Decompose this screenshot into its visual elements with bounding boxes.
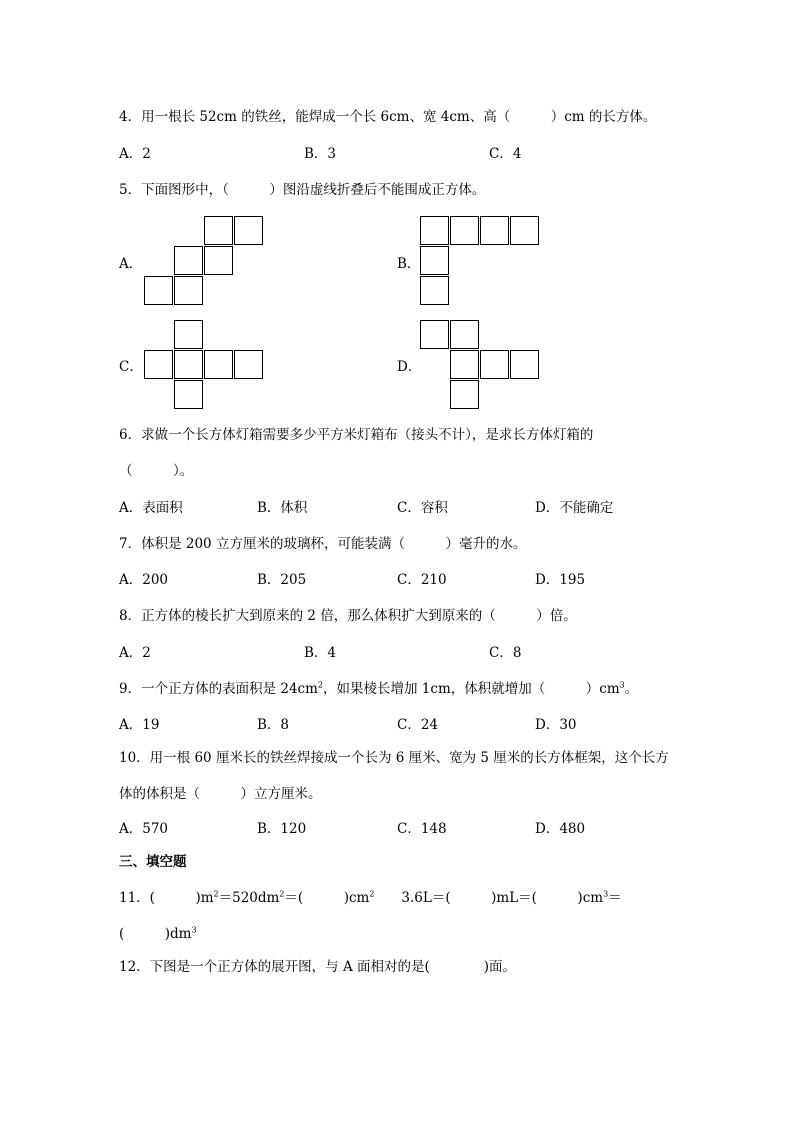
q9-option-b[interactable]: B．8 [257,717,290,733]
q11-part3: ＝( )cm [284,890,370,906]
q4-option-b[interactable]: B．3 [304,146,337,162]
q7-option-a[interactable]: A．200 [119,572,169,588]
q11-sup1: 2 [213,889,219,899]
q10-option-b[interactable]: B．120 [257,821,307,837]
q5-label-d[interactable]: D． [397,359,422,375]
q11-part1: 11．( )m [119,890,214,906]
q9-stem-part3: 。 [624,681,639,697]
q8-stem: 8．正方体的棱长扩大到原来的 2 倍，那么体积扩大到原来的（ ）倍。 [119,608,577,624]
q9-option-c[interactable]: C．24 [397,717,439,733]
q8-option-b[interactable]: B．4 [304,645,337,661]
q11-stem [119,889,622,907]
q4-option-c[interactable]: C．4 [489,146,522,162]
q6-option-c[interactable]: C．容积 [397,500,448,516]
q6-option-b[interactable]: B．体积 [257,500,308,516]
q7-stem: 7．体积是 200 立方厘米的玻璃杯，可能装满（ ）毫升的水。 [119,536,527,552]
q11-sup5: 3 [191,925,197,935]
q11-sup4: 3 [603,889,609,899]
q5-label-a[interactable]: A． [119,256,143,272]
q7-option-c[interactable]: C．210 [397,572,447,588]
q9-stem-part1: 9．一个正方体的表面积是 24cm [119,681,318,697]
q6-option-a[interactable]: A．表面积 [119,500,183,516]
q7-option-d[interactable]: D．195 [535,572,586,588]
q5-label-c[interactable]: C． [119,359,143,375]
q12-stem: 12．下图是一个正方体的展开图，与 A 面相对的是( )面。 [119,959,517,975]
q10-stem-cont: 体的体积是（ ）立方厘米。 [119,786,322,802]
q11-part2: ＝520dm [218,890,280,906]
q9-sup-2: 2 [317,680,324,690]
q10-option-a[interactable]: A．570 [119,821,169,837]
q9-sup-3: 3 [619,680,625,690]
q4-stem: 4．用一根长 52cm 的铁丝，能焊成一个长 6cm、宽 4cm、高（ ）cm 的长方体。 [119,109,657,125]
q11-stem-cont [119,925,197,943]
q11-part4: 3.6L＝( )mL＝( )cm [374,890,604,906]
q9-stem-part2: ，如果棱长增加 1cm，体积就增加（ ）cm [323,681,620,697]
q11-part5: ＝ [608,890,622,906]
q10-option-d[interactable]: D．480 [535,821,586,837]
q5-label-b[interactable]: B． [397,256,421,272]
section-heading-fill-in: 三、填空题 [119,854,187,870]
q6-stem-cont: （ ）。 [119,463,194,479]
q8-option-a[interactable]: A．2 [119,645,151,661]
q10-option-c[interactable]: C．148 [397,821,447,837]
q11-line2: ( )dm [119,926,192,942]
q10-stem: 10．用一根 60 厘米长的铁丝焊接成一个长为 6 厘米、宽为 5 厘米的长方体框架，这个长方 [119,750,669,766]
q11-sup3: 2 [369,889,375,899]
q11-sup2: 2 [279,889,285,899]
q7-option-b[interactable]: B．205 [257,572,307,588]
q8-option-c[interactable]: C．8 [489,645,522,661]
q9-option-a[interactable]: A．19 [119,717,160,733]
q9-option-d[interactable]: D．30 [535,717,577,733]
q4-option-a[interactable]: A．2 [119,146,151,162]
q9-stem [119,680,638,698]
q6-option-d[interactable]: D．不能确定 [535,500,614,516]
q5-stem: 5．下面图形中，（ ）图沿虚线折叠后不能围成正方体。 [119,182,486,198]
q6-stem: 6．求做一个长方体灯箱需要多少平方米灯箱布（接头不计），是求长方体灯箱的 [119,427,594,443]
